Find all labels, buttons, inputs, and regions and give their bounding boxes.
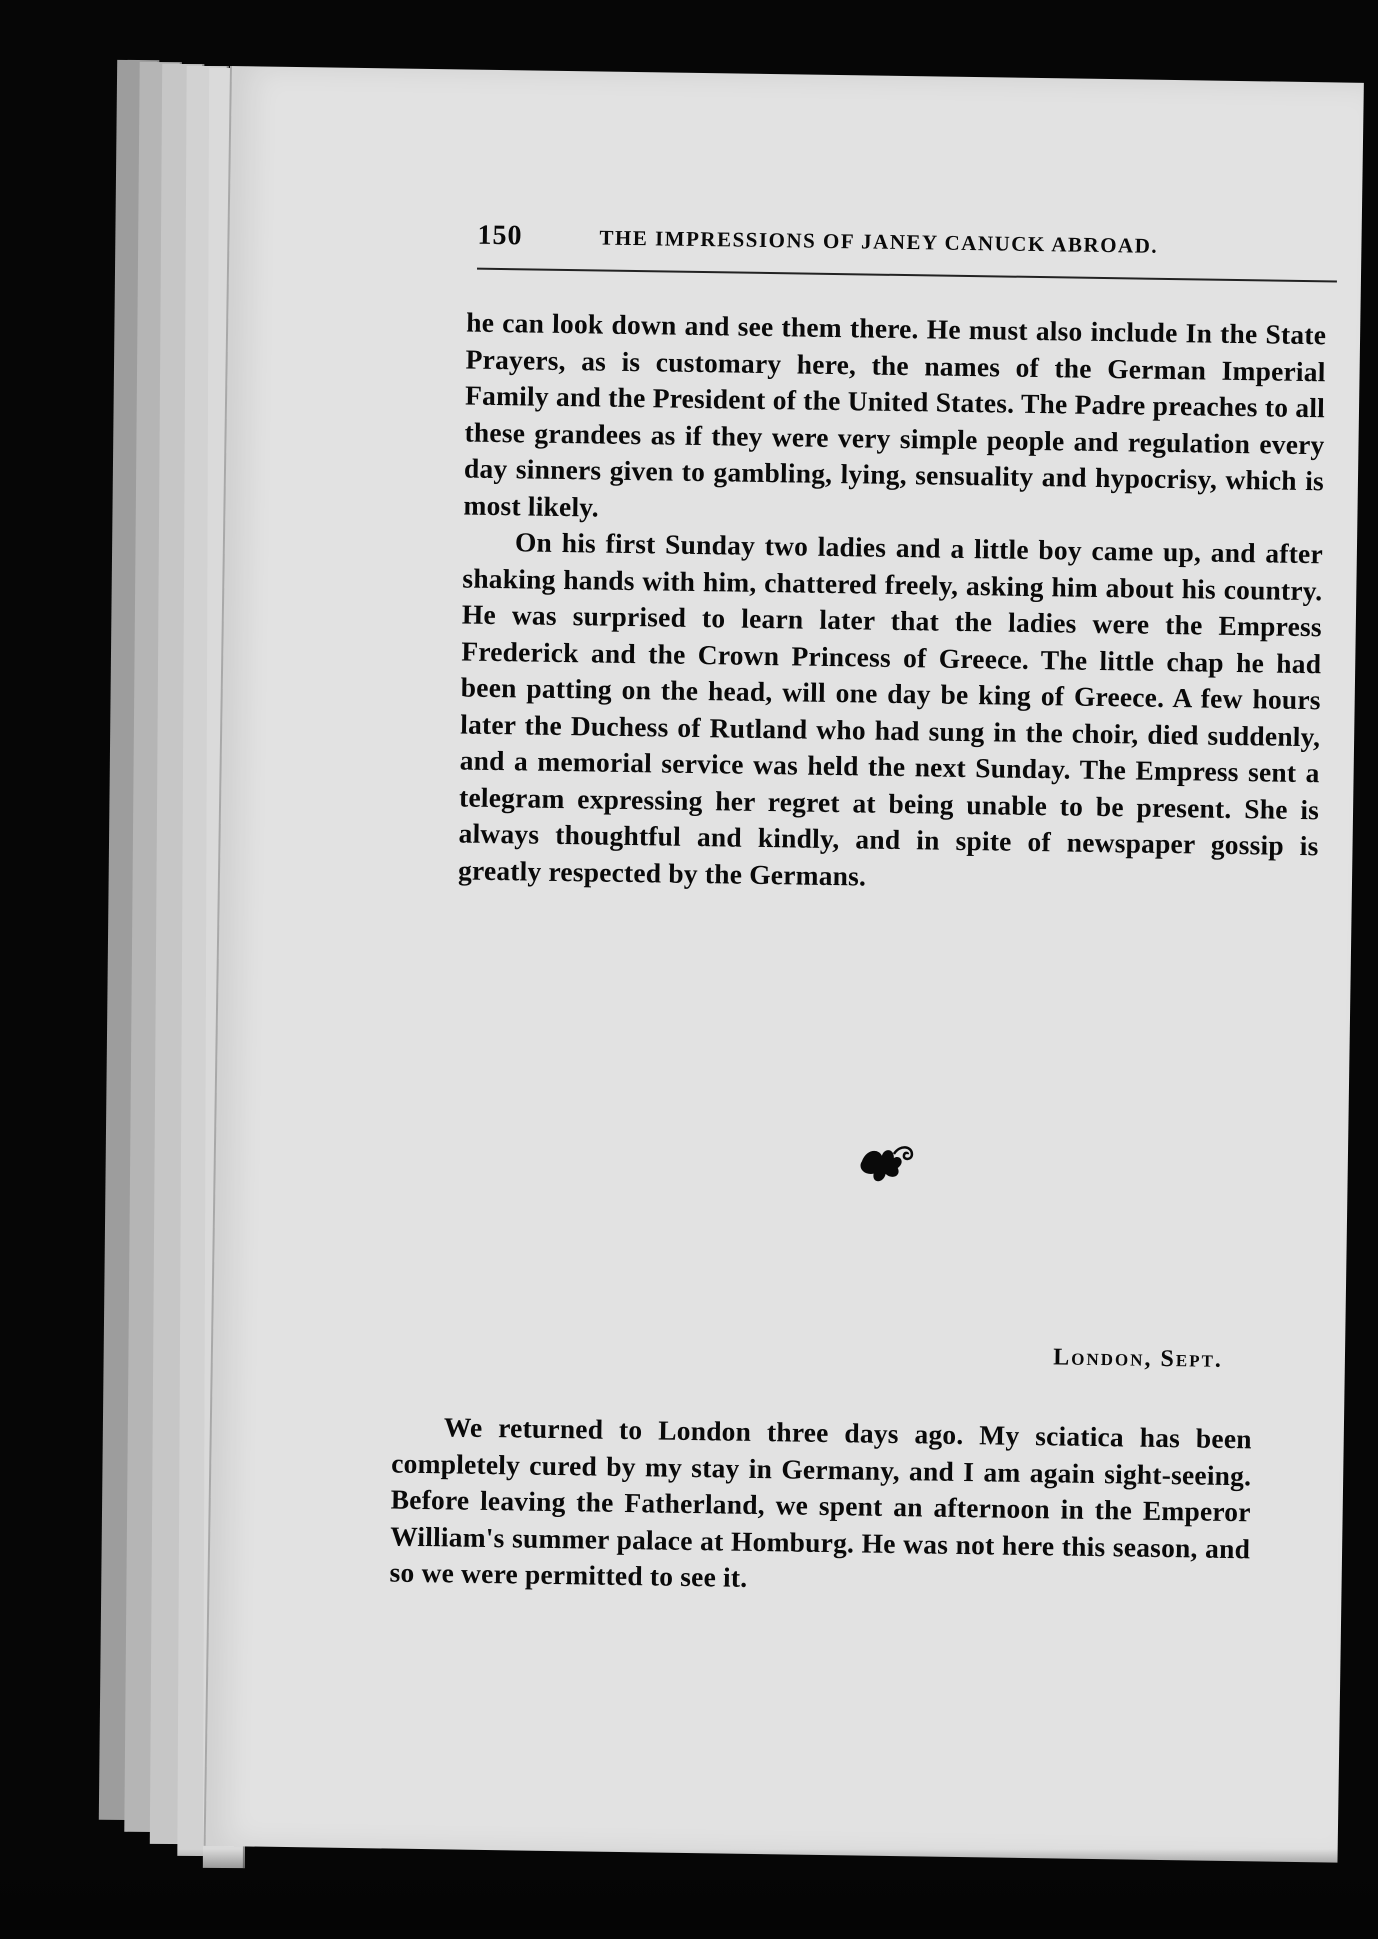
page-content	[206, 66, 1364, 1863]
letter-text	[389, 1409, 1252, 1604]
page-number: 150	[477, 219, 523, 252]
paragraph: he can look down and see them there. He must also include In the State Prayers, as is customary here, the names of the German Imperial Family and the President of the United States. The Padre preaches to all these grandees as if they were very simple people and regulation every day sinners given to gambling, lying, sensuality and hypocrisy, which is most likely.	[463, 306, 1327, 523]
header-rule	[477, 268, 1337, 283]
paragraph: On his first Sunday two ladies and a little boy came up, and after shaking hands with him, chattered freely, asking him about his country. He was surprised to learn later that the ladies were the Empress Frederick and the Crown Princess of Greece. The little chap he had been patting on the head, will one day be king of Greece. A few hours later the Duchess of Rutland who had sung in the choir, died suddenly, and a memorial service was held the next Sunday. The Empress sent a telegram expressing her regret at being unable to be present. She is always thoughtful and kindly, and in spite of newspaper gossip is greatly respected by the Germans.	[457, 526, 1324, 892]
book-page	[204, 66, 1364, 1863]
dateline: London, Sept.	[1053, 1344, 1224, 1373]
body-text	[458, 305, 1327, 902]
page-header	[477, 220, 1327, 273]
scan-shadow	[0, 1849, 1378, 1939]
running-head: THE IMPRESSIONS OF JANEY CANUCK ABROAD.	[599, 225, 1159, 258]
paragraph: We returned to London three days ago. My sciatica has been completely cured by my stay in Germany, and I am again sight-seeing. Before leaving the Fatherland, we spent an afternoon in the Emperor William's summer palace at Homburg. He was not here this season, and so we were permitted to see it.	[389, 1411, 1252, 1593]
fleuron-icon	[855, 1139, 916, 1190]
